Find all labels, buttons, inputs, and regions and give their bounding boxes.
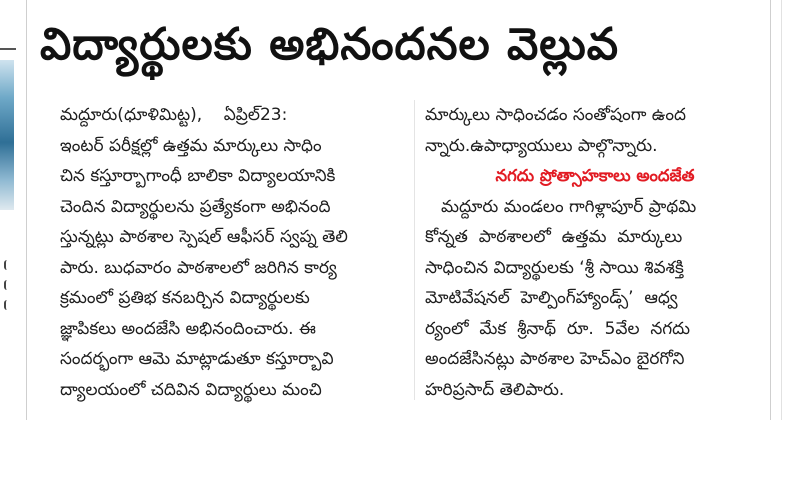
article-headline: విద్యార్థులకు అభినందనల వెల్లువ <box>40 19 619 70</box>
article-column-1 <box>60 100 410 405</box>
text-line: చిన కస్తూర్బాగాంధీ బాలికా విద్యాలయానికి <box>60 166 336 186</box>
text-line: సందర్భంగా ఆమె మాట్లాడుతూ కస్తూర్బావి <box>60 349 334 369</box>
text-line: మద్దూరు మండలం గాగిళ్లాపూర్‌ ప్రాథమి <box>441 196 697 217</box>
text-line: జ్ఞాపికలు అందజేసి అభినందించారు. ఈ <box>60 318 316 339</box>
text-line: ఇంటర్‌ పరీక్షల్లో ఉత్తమ మార్కులు సాధిం <box>60 135 322 156</box>
previous-article-edge <box>0 0 27 420</box>
page-edge-line <box>781 0 782 420</box>
article-column-2 <box>425 100 765 405</box>
text-line: హరిప్రసాద్‌ తెలిపారు. <box>425 379 565 400</box>
text-line: చెందిన విద్యార్థులను ప్రత్యేకంగా అభినంది <box>60 196 331 217</box>
divider <box>0 48 16 50</box>
text-line: అందజేసినట్లు పాఠశాల హెచ్‌ఎం బైరగోని <box>425 349 685 369</box>
text-line: మార్కులు సాధించడం సంతోషంగా ఉంద <box>425 105 686 125</box>
text-line: సాధించిన విద్యార్థులకు ‘శ్రీ సాయి శివశక్తి <box>425 257 684 278</box>
text-line: స్తున్నట్లు పాఠశాల స్పెషల్‌ ఆఫీసర్‌ స్వప్న తెలి <box>60 227 348 247</box>
text-line: ద్యాలయంలో చదివిన విద్యార్థులు మంచి <box>60 379 322 400</box>
text-line: పారు. బుధవారం పాఠశాలలో జరిగిన కార్య <box>60 257 337 278</box>
column-divider <box>414 100 415 400</box>
text-line: క్రమంలో ప్రతిభ కనబర్చిన విద్యార్థులకు <box>60 288 310 308</box>
text-line: ర్యంలో మేక శ్రీనాథ్‌ రూ. 5వేల నగదు <box>425 318 691 339</box>
clipped-text-fragment <box>2 250 12 320</box>
column-divider-right <box>770 0 771 420</box>
text-line: న్నారు.ఉపాధ్యాయులు పాల్గొన్నారు. <box>425 135 658 156</box>
text-line: మోటివేషనల్‌ హెల్పింగ్‌హ్యాండ్స్‌’ ఆధ్వ <box>425 288 678 308</box>
clipped-photo <box>0 60 14 210</box>
subheading: నగదు ప్రోత్సాహకాలు అందజేత <box>495 166 695 185</box>
text-line: మద్దూరు(ధూళిమిట్ట), ఏప్రిల్‌23: <box>60 105 288 125</box>
text-line: కోన్నత పాఠశాలలో ఉత్తమ మార్కులు <box>425 227 683 247</box>
